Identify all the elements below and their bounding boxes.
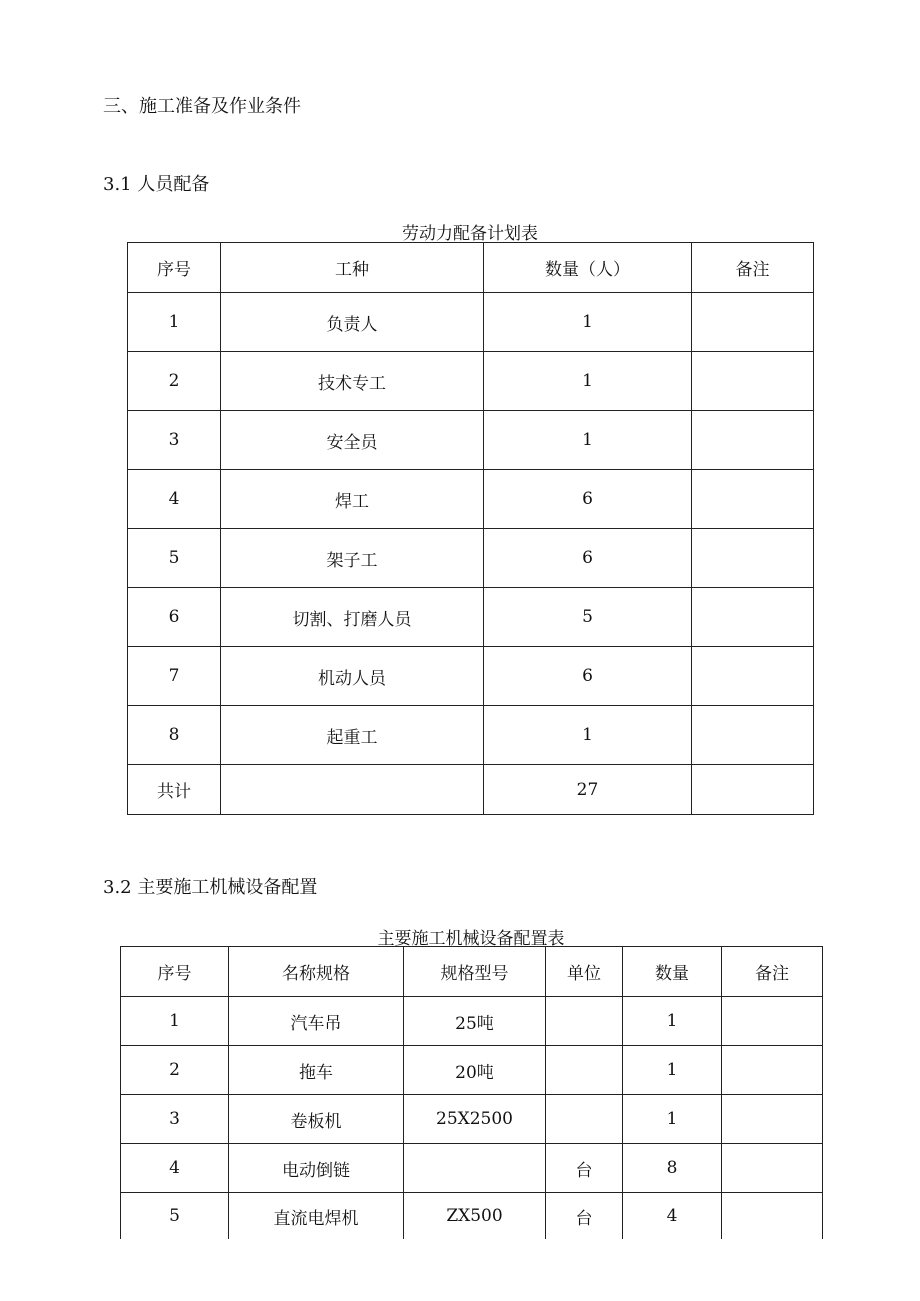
cell-note: [722, 1144, 823, 1193]
cell-unit: [546, 1046, 623, 1095]
table-header-row: [128, 243, 814, 293]
cell-no: 1: [128, 293, 221, 352]
cell-qty: 8: [623, 1144, 722, 1193]
cell-no: 5: [121, 1193, 229, 1240]
col-header-note: 备注: [692, 243, 814, 293]
cell-unit: [546, 1095, 623, 1144]
cell-qty: 1: [623, 1095, 722, 1144]
section-heading: 三、施工准备及作业条件: [103, 96, 301, 117]
col-header-no: 序号: [128, 243, 221, 293]
table-row: [128, 647, 814, 706]
table-row: [128, 588, 814, 647]
cell-note: [692, 352, 814, 411]
total-note: [692, 765, 814, 815]
cell-trade: 焊工: [221, 470, 484, 529]
table-row: [128, 470, 814, 529]
total-count: 27: [484, 765, 692, 815]
cell-note: [692, 706, 814, 765]
col-header-name: 名称规格: [229, 947, 404, 997]
cell-unit: 台: [546, 1193, 623, 1240]
table-row: [128, 706, 814, 765]
table-row: [121, 1095, 823, 1144]
cell-note: [722, 1095, 823, 1144]
cell-note: [692, 588, 814, 647]
cell-model: ZX500: [404, 1193, 546, 1240]
cell-name: 直流电焊机: [229, 1193, 404, 1240]
table-row: [121, 997, 823, 1046]
table-row: [128, 352, 814, 411]
cell-trade: 切割、打磨人员: [221, 588, 484, 647]
cell-no: 2: [128, 352, 221, 411]
col-header-note: 备注: [722, 947, 823, 997]
cell-no: 4: [121, 1144, 229, 1193]
cell-no: 3: [121, 1095, 229, 1144]
cell-note: [722, 1046, 823, 1095]
cell-count: 1: [484, 352, 692, 411]
cell-note: [692, 293, 814, 352]
cell-no: 3: [128, 411, 221, 470]
labor-table-title: 劳动力配备计划表: [402, 224, 538, 244]
cell-no: 5: [128, 529, 221, 588]
cell-note: [722, 1193, 823, 1240]
cell-note: [692, 411, 814, 470]
cell-no: 7: [128, 647, 221, 706]
cell-trade: 技术专工: [221, 352, 484, 411]
cell-name: 汽车吊: [229, 997, 404, 1046]
cell-trade: 架子工: [221, 529, 484, 588]
cell-trade: 负责人: [221, 293, 484, 352]
table-row: [121, 1046, 823, 1095]
total-row: [128, 765, 814, 815]
cell-name: 卷板机: [229, 1095, 404, 1144]
cell-count: 6: [484, 470, 692, 529]
cell-name: 电动倒链: [229, 1144, 404, 1193]
cell-trade: 起重工: [221, 706, 484, 765]
cell-count: 1: [484, 706, 692, 765]
table-row: [121, 1144, 823, 1193]
table-row: [121, 1193, 823, 1240]
staffing-heading: 3.1 人员配备: [103, 174, 210, 195]
cell-no: 8: [128, 706, 221, 765]
cell-note: [692, 647, 814, 706]
cell-model: 25吨: [404, 997, 546, 1046]
cell-qty: 1: [623, 1046, 722, 1095]
cell-trade: 安全员: [221, 411, 484, 470]
col-header-qty: 数量: [623, 947, 722, 997]
equipment-table-title: 主要施工机械设备配置表: [377, 929, 565, 949]
col-header-unit: 单位: [546, 947, 623, 997]
cell-count: 1: [484, 411, 692, 470]
col-header-no: 序号: [121, 947, 229, 997]
total-label: 共计: [128, 765, 221, 815]
cell-no: 4: [128, 470, 221, 529]
cell-count: 1: [484, 293, 692, 352]
table-row: [128, 411, 814, 470]
col-header-trade: 工种: [221, 243, 484, 293]
cell-no: 1: [121, 997, 229, 1046]
cell-count: 5: [484, 588, 692, 647]
total-trade: [221, 765, 484, 815]
col-header-model: 规格型号: [404, 947, 546, 997]
cell-note: [692, 529, 814, 588]
cell-no: 6: [128, 588, 221, 647]
cell-trade: 机动人员: [221, 647, 484, 706]
cell-note: [722, 997, 823, 1046]
table-row: [128, 293, 814, 352]
cell-model: 25X2500: [404, 1095, 546, 1144]
cell-name: 拖车: [229, 1046, 404, 1095]
cell-unit: 台: [546, 1144, 623, 1193]
cell-count: 6: [484, 529, 692, 588]
equipment-heading: 3.2 主要施工机械设备配置: [103, 877, 318, 898]
equipment-config-table: [120, 946, 823, 1239]
cell-unit: [546, 997, 623, 1046]
cell-qty: 4: [623, 1193, 722, 1240]
cell-model: [404, 1144, 546, 1193]
table-row: [128, 529, 814, 588]
labor-plan-table: [127, 242, 814, 815]
table-header-row: [121, 947, 823, 997]
col-header-count: 数量（人）: [484, 243, 692, 293]
cell-note: [692, 470, 814, 529]
cell-no: 2: [121, 1046, 229, 1095]
cell-model: 20吨: [404, 1046, 546, 1095]
cell-count: 6: [484, 647, 692, 706]
cell-qty: 1: [623, 997, 722, 1046]
